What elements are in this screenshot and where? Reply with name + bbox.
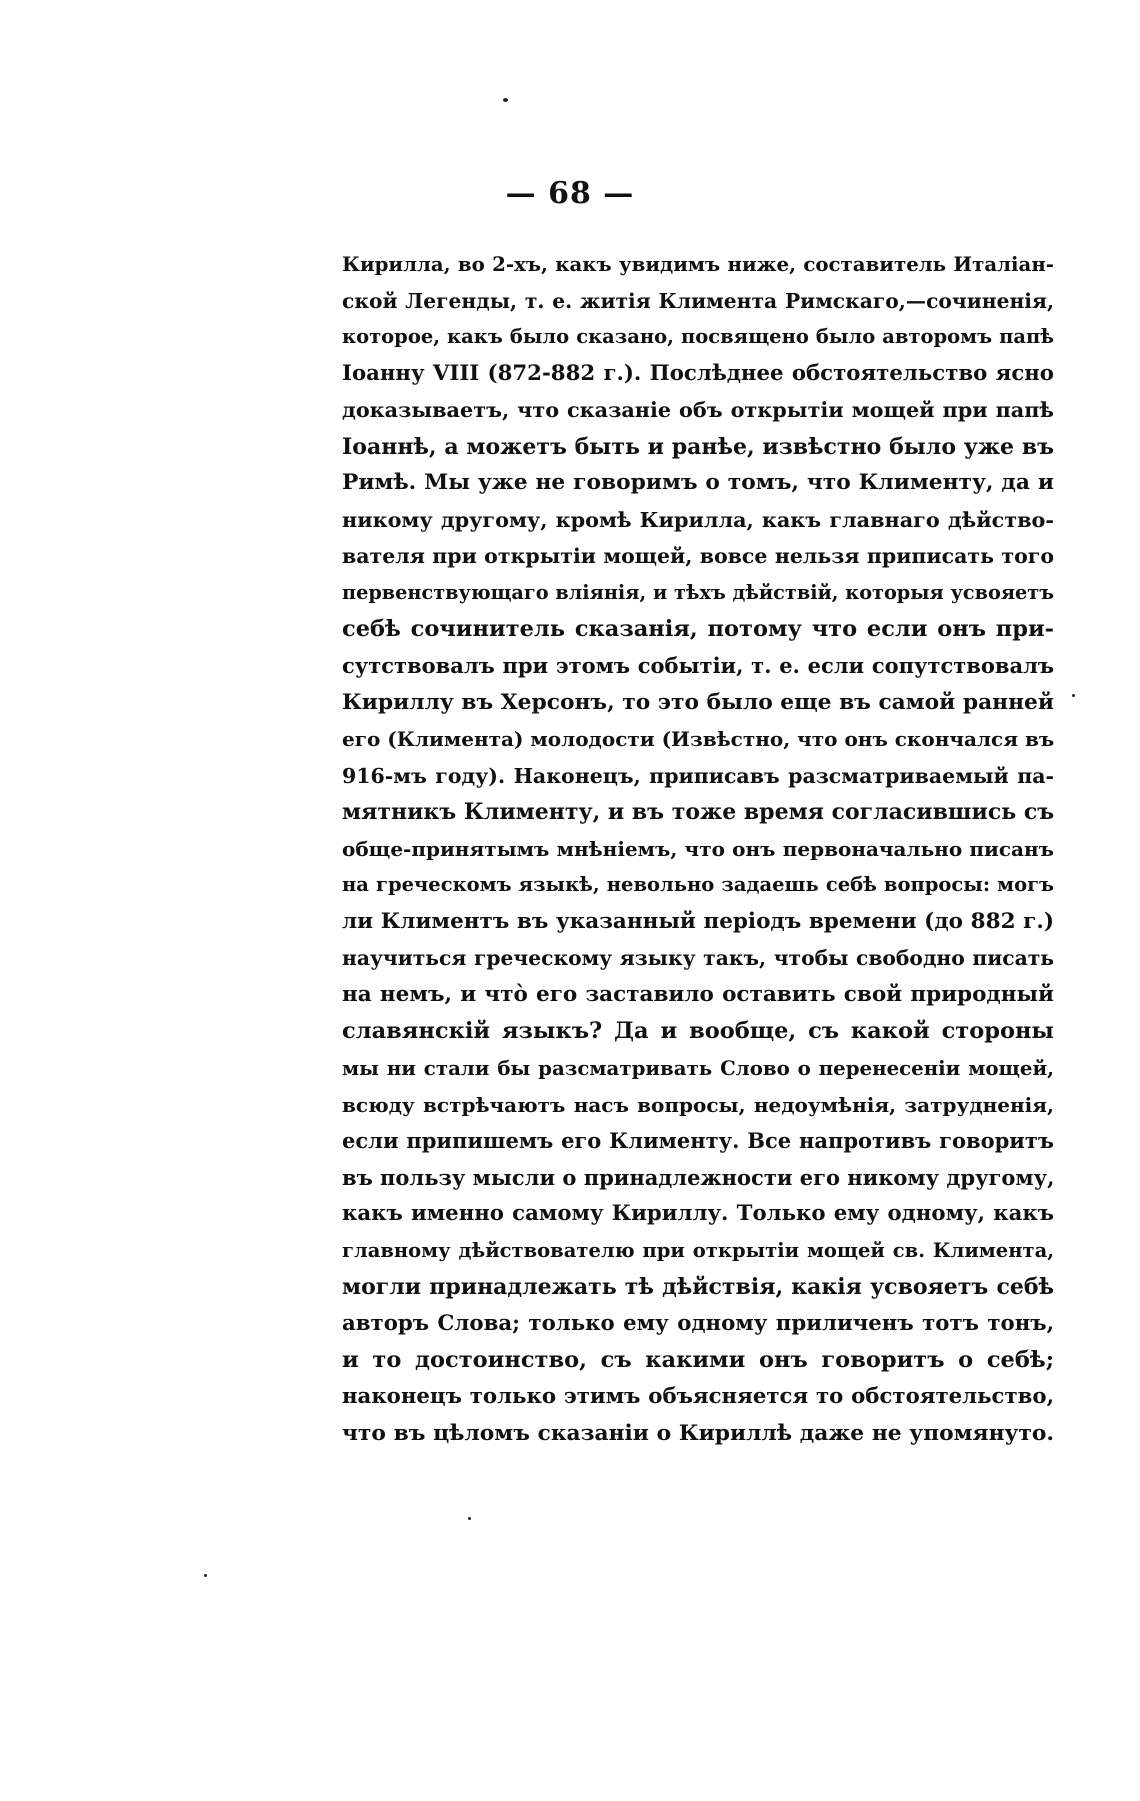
text-line: мы ни стали бы разсматривать Слово о перенесеніи мощей, <box>342 1056 1054 1081</box>
text-line: Кирилла, во 2-хъ, какъ увидимъ ниже, составитель Италіан- <box>342 252 1054 276</box>
text-line: на греческомъ языкѣ, невольно задаешь себѣ вопросы: могъ <box>342 873 1054 897</box>
text-line: наконецъ только этимъ объясняется то обстоятельство, <box>342 1383 1054 1409</box>
text-line: Римѣ. Мы уже не говоримъ о томъ, что Клименту, да и <box>342 470 1054 496</box>
text-line: никому другому, кромѣ Кирилла, какъ главнаго дѣйство- <box>342 507 1054 532</box>
text-line: его (Климента) молодости (Извѣстно, что онъ скончался въ <box>342 727 1055 752</box>
text-line: Кириллу въ Херсонъ, то это было еще въ самой ранней <box>342 689 1054 715</box>
text-line: Іоаннѣ, а можетъ быть и ранѣе, извѣстно было уже въ <box>342 433 1054 460</box>
text-line: себѣ сочинитель сказанія, потому что если онъ при- <box>342 616 1054 643</box>
text-line: научиться греческому языку такъ, чтобы свободно писать <box>342 946 1054 971</box>
text-line: на немъ, и что̀ его заставило оставить свой природный <box>342 981 1054 1007</box>
text-line: которое, какъ было сказано, посвящено было авторомъ папѣ <box>342 325 1054 349</box>
page-number: — 68 — <box>505 176 635 211</box>
text-line: что въ цѣломъ сказаніи о Кириллѣ даже не упомянуто. <box>342 1420 1054 1446</box>
text-line: ли Климентъ въ указанный періодъ времени (до 882 г.) <box>342 908 1054 934</box>
text-line: какъ именно самому Кириллу. Только ему одному, какъ <box>342 1201 1054 1227</box>
text-line: если припишемъ его Клименту. Все напротивъ говоритъ <box>342 1128 1054 1154</box>
text-line: обще-принятымъ мнѣніемъ, что онъ первоначально писанъ <box>342 836 1054 861</box>
scan-speck <box>204 1574 207 1577</box>
text-line: вателя при открытіи мощей, вовсе нельзя приписать того <box>342 544 1054 569</box>
scan-speck <box>468 1517 471 1520</box>
scan-speck <box>1072 694 1075 697</box>
text-line: сутствовалъ при этомъ событіи, т. е. если сопутствовалъ <box>342 653 1054 679</box>
text-line: въ пользу мысли о принадлежности его никому другому, <box>342 1164 1055 1190</box>
text-line: всюду встрѣчаютъ насъ вопросы, недоумѣнія, затрудненія, <box>342 1092 1054 1117</box>
text-line: 916-мъ году). Наконецъ, приписавъ разсматриваемый па- <box>342 763 1054 788</box>
text-line: главному дѣйствователю при открытіи мощей св. Климента, <box>342 1238 1054 1262</box>
text-line: доказываетъ, что сказаніе объ открытіи мощей при папѣ <box>342 398 1054 423</box>
text-line: первенствующаго вліянія, и тѣхъ дѣйствій, которыя усвояетъ <box>342 580 1054 604</box>
text-line: авторъ Слова; только ему одному приличенъ тотъ тонъ, <box>342 1310 1054 1336</box>
body-text <box>342 246 1054 1452</box>
text-line: могли принадлежать тѣ дѣйствія, какія усвояетъ себѣ <box>342 1274 1054 1301</box>
text-line: Іоанну VIII (872-882 г.). Послѣднее обстоятельство ясно <box>342 360 1054 386</box>
text-line: ской Легенды, т. е. житія Климента Римскаго,—сочиненія, <box>342 288 1054 313</box>
text-line: и то достоинство, съ какими онъ говоритъ о себѣ; <box>342 1347 1054 1374</box>
text-line: мятникъ Клименту, и въ тоже время согласившись съ <box>342 799 1055 826</box>
text-line: славянскій языкъ? Да и вообще, съ какой стороны <box>342 1018 1054 1045</box>
scan-speck <box>503 98 508 102</box>
